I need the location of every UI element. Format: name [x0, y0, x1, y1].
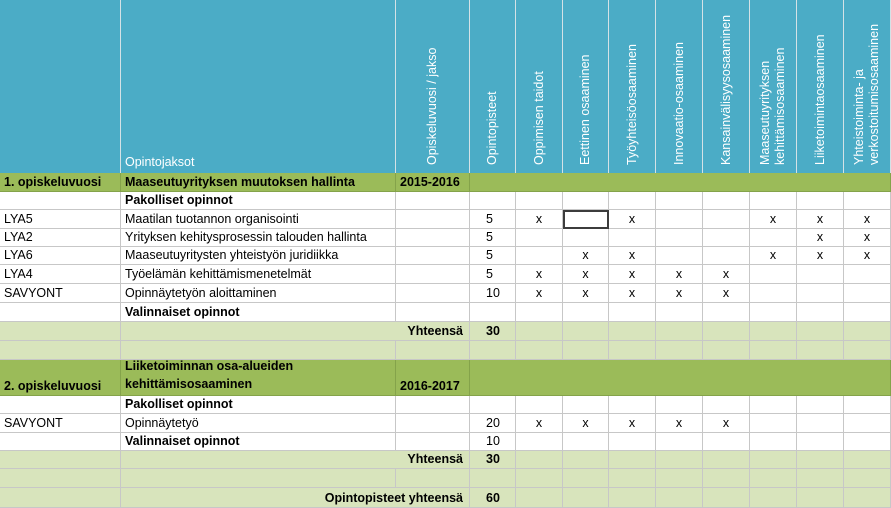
year-label-cell[interactable]: [0, 360, 121, 396]
credits-cell[interactable]: [470, 303, 516, 322]
competency-mark-cell[interactable]: [797, 414, 844, 433]
competency-mark-cell[interactable]: [797, 247, 844, 265]
credits-cell-text: 5: [486, 267, 493, 281]
header-course-column: [121, 0, 396, 173]
year-cell[interactable]: [396, 192, 470, 210]
credits-cell-text: 60: [486, 491, 500, 505]
competency-cell[interactable]: [844, 451, 891, 469]
competency-mark-cell-text: x: [535, 416, 543, 430]
competency-cell[interactable]: [656, 488, 703, 508]
credits-cell[interactable]: [470, 265, 516, 284]
year-cell[interactable]: [396, 303, 470, 322]
competency-mark-cell[interactable]: [844, 396, 891, 414]
table-row: [0, 210, 891, 229]
credits-cell[interactable]: [470, 284, 516, 303]
credits-cell[interactable]: [470, 229, 516, 247]
competency-mark-cell[interactable]: [797, 341, 844, 360]
competency-cell[interactable]: [750, 322, 797, 341]
competency-mark-cell[interactable]: [844, 341, 891, 360]
competency-mark-cell[interactable]: [750, 396, 797, 414]
course-code-cell[interactable]: [0, 303, 121, 322]
competency-mark-cell-text: x: [628, 248, 636, 262]
year-label-cell-text: 2. opiskeluvuosi: [4, 379, 102, 393]
competency-cell[interactable]: [516, 451, 563, 469]
competency-mark-cell[interactable]: [750, 469, 797, 488]
competency-cell[interactable]: [797, 488, 844, 508]
competency-mark-cell-text: x: [582, 248, 589, 262]
competency-mark-cell[interactable]: [563, 396, 609, 414]
year-cell[interactable]: [396, 341, 470, 360]
competency-mark-cell[interactable]: [844, 303, 891, 322]
competency-mark-cell[interactable]: [516, 469, 563, 488]
competency-mark-cell[interactable]: [750, 284, 797, 303]
course-name-cell[interactable]: [121, 229, 396, 247]
empty-cell[interactable]: [0, 488, 121, 508]
competency-mark-cell[interactable]: [844, 414, 891, 433]
course-name-cell-text: Yrityksen kehitysprosessin talouden hallinta: [125, 230, 367, 244]
competency-mark-cell[interactable]: [656, 341, 703, 360]
competency-cell[interactable]: [609, 451, 656, 469]
course-code-cell[interactable]: [0, 396, 121, 414]
competency-mark-cell-text: x: [628, 267, 636, 281]
competency-mark-cell[interactable]: [563, 414, 609, 433]
competency-mark-cell[interactable]: [563, 229, 609, 247]
year-label-cell[interactable]: [0, 173, 121, 192]
header-year-column: [396, 0, 470, 173]
competency-mark-cell[interactable]: [656, 414, 703, 433]
header-credits-column-label: Opintopisteet: [485, 91, 499, 165]
course-code-cell-text: SAVYONT: [4, 416, 63, 430]
competency-mark-cell[interactable]: [703, 192, 750, 210]
course-name-cell-text: Valinnaiset opinnot: [125, 305, 240, 319]
competency-mark-cell[interactable]: [844, 247, 891, 265]
competency-mark-cell[interactable]: [609, 433, 656, 451]
competency-cell[interactable]: [750, 488, 797, 508]
competency-mark-cell-text: x: [535, 286, 543, 300]
competency-mark-cell[interactable]: [609, 414, 656, 433]
competency-mark-cell[interactable]: [516, 414, 563, 433]
year-cell[interactable]: [396, 265, 470, 284]
header-competency-6-label: Liiketoimintaosaaminen: [812, 34, 827, 165]
course-code-cell[interactable]: [0, 414, 121, 433]
green-fill-cell[interactable]: [470, 173, 891, 192]
competency-cell[interactable]: [656, 322, 703, 341]
credits-cell[interactable]: [470, 488, 516, 508]
year-cell[interactable]: [396, 229, 470, 247]
course-name-cell[interactable]: [121, 303, 396, 322]
competency-mark-cell[interactable]: [609, 210, 656, 229]
header-competency-7-label: Yhteistoiminta- ja verkostoitumisosaaminen: [852, 23, 881, 165]
competency-mark-cell[interactable]: [609, 396, 656, 414]
course-name-cell[interactable]: [121, 265, 396, 284]
competency-mark-cell[interactable]: [563, 433, 609, 451]
competency-mark-cell[interactable]: [797, 469, 844, 488]
competency-mark-cell[interactable]: [750, 247, 797, 265]
year-cell[interactable]: [396, 469, 470, 488]
credits-cell-text: 5: [486, 230, 493, 244]
header-competency-4-label: Kansainvälisyysosaaminen: [718, 14, 733, 165]
header-competency-3: [656, 0, 703, 173]
credits-cell[interactable]: [470, 451, 516, 469]
subtotal-label-cell-text: Yhteensä: [407, 452, 463, 466]
table-row: [0, 469, 891, 488]
course-name-cell[interactable]: [121, 210, 396, 229]
module-title-cell-text: Maaseutuyrityksen muutoksen hallinta: [125, 175, 355, 189]
competency-mark-cell[interactable]: [750, 265, 797, 284]
course-name-cell[interactable]: [121, 414, 396, 433]
competency-mark-cell-text: x: [863, 212, 871, 226]
course-name-cell-text: Maaseutuyritysten yhteistyön juridiikka: [125, 248, 339, 262]
competency-mark-cell[interactable]: [563, 284, 609, 303]
competency-mark-cell[interactable]: [656, 396, 703, 414]
subtotal-label-cell-text: Yhteensä: [407, 324, 463, 338]
competency-mark-cell[interactable]: [750, 414, 797, 433]
header-course-column-label: Opintojaksot: [125, 155, 195, 169]
module-title-cell[interactable]: [121, 360, 396, 396]
table-row: [0, 433, 891, 451]
competency-cell[interactable]: [563, 488, 609, 508]
course-code-cell[interactable]: [0, 433, 121, 451]
competency-mark-cell[interactable]: [844, 433, 891, 451]
competency-mark-cell[interactable]: [609, 303, 656, 322]
competency-mark-cell[interactable]: [750, 229, 797, 247]
competency-mark-cell-text: x: [722, 286, 730, 300]
competency-mark-cell[interactable]: [563, 341, 609, 360]
competency-mark-cell[interactable]: [516, 210, 563, 229]
competency-mark-cell[interactable]: [656, 192, 703, 210]
grand-total-label-cell-text: Opintopisteet yhteensä: [324, 491, 463, 505]
header-competency-2: [609, 0, 656, 173]
credits-cell-text: 30: [486, 452, 500, 466]
module-title-cell-text: Liiketoiminnan osa-alueiden kehittämisosaaminen: [125, 360, 294, 391]
table-row: [0, 247, 891, 265]
competency-mark-cell[interactable]: [563, 192, 609, 210]
competency-mark-cell[interactable]: [516, 303, 563, 322]
competency-mark-cell[interactable]: [516, 284, 563, 303]
header-competency-4: [703, 0, 750, 173]
competency-mark-cell[interactable]: [563, 247, 609, 265]
competency-mark-cell[interactable]: [844, 210, 891, 229]
course-code-cell[interactable]: [0, 469, 121, 488]
credits-cell[interactable]: [470, 192, 516, 210]
competency-mark-cell-text: x: [535, 212, 543, 226]
competency-mark-cell[interactable]: [609, 265, 656, 284]
credits-cell[interactable]: [470, 469, 516, 488]
competency-mark-cell-text: x: [582, 286, 589, 300]
competency-mark-cell[interactable]: [750, 341, 797, 360]
course-code-cell-text: SAVYONT: [4, 286, 63, 300]
competency-mark-cell[interactable]: [797, 303, 844, 322]
header-competency-0-label: Oppimisen taidot: [531, 71, 546, 165]
credits-cell[interactable]: [470, 396, 516, 414]
competency-mark-cell[interactable]: [844, 229, 891, 247]
competency-mark-cell[interactable]: [656, 469, 703, 488]
competency-mark-cell[interactable]: [703, 414, 750, 433]
table-row: [0, 265, 891, 284]
competency-mark-cell[interactable]: [703, 469, 750, 488]
year-label-cell-text: 1. opiskeluvuosi: [4, 175, 102, 189]
table-row: [0, 173, 891, 192]
competency-mark-cell-text: x: [628, 286, 636, 300]
course-code-cell-text: LYA4: [4, 267, 33, 281]
competency-cell[interactable]: [516, 322, 563, 341]
competency-mark-cell[interactable]: [563, 265, 609, 284]
course-code-cell[interactable]: [0, 247, 121, 265]
competency-mark-cell[interactable]: [844, 265, 891, 284]
credits-cell[interactable]: [470, 414, 516, 433]
competency-mark-cell[interactable]: [844, 469, 891, 488]
competency-mark-cell[interactable]: [797, 192, 844, 210]
competency-cell[interactable]: [797, 451, 844, 469]
competency-mark-cell[interactable]: [516, 396, 563, 414]
competency-mark-cell[interactable]: [516, 341, 563, 360]
table-row: [0, 451, 891, 469]
table-row: [0, 192, 891, 210]
header-credits-column: [470, 0, 516, 173]
competency-mark-cell-text: x: [628, 416, 636, 430]
empty-cell[interactable]: [0, 451, 121, 469]
subtotal-label-cell[interactable]: [121, 451, 470, 469]
competency-mark-cell[interactable]: [609, 229, 656, 247]
competency-mark-cell[interactable]: [563, 469, 609, 488]
course-name-cell-text: Työelämän kehittämismenetelmät: [125, 267, 312, 281]
competency-cell[interactable]: [563, 322, 609, 341]
year-period-cell[interactable]: [396, 360, 470, 396]
course-name-cell-text: Valinnaiset opinnot: [125, 434, 240, 448]
competency-cell[interactable]: [703, 451, 750, 469]
course-name-cell[interactable]: [121, 341, 396, 360]
green-fill-cell[interactable]: [470, 360, 891, 396]
credits-cell[interactable]: [470, 433, 516, 451]
table-row: [0, 322, 891, 341]
table-row: [0, 303, 891, 322]
credits-cell[interactable]: [470, 210, 516, 229]
competency-mark-cell[interactable]: [750, 192, 797, 210]
competency-mark-cell-text: x: [769, 248, 777, 262]
credits-cell-text: 5: [486, 248, 493, 262]
credits-cell-text: 10: [486, 286, 500, 300]
competency-mark-cell[interactable]: [609, 341, 656, 360]
empty-cell[interactable]: [0, 322, 121, 341]
competency-mark-cell-text: x: [675, 416, 683, 430]
competency-mark-cell[interactable]: [703, 229, 750, 247]
credits-cell[interactable]: [470, 322, 516, 341]
competency-mark-cell[interactable]: [703, 433, 750, 451]
competency-mark-cell-text: x: [582, 416, 589, 430]
competency-mark-cell[interactable]: [797, 433, 844, 451]
header-competency-5-label: Maaseutuyrityksen kehittämisosaaminen: [758, 47, 787, 165]
table-row: [0, 229, 891, 247]
competency-mark-cell-text: x: [816, 248, 824, 262]
competency-cell[interactable]: [703, 488, 750, 508]
year-period-cell-text: 2016-2017: [400, 379, 460, 393]
competency-mark-cell[interactable]: [656, 247, 703, 265]
competency-mark-cell[interactable]: [516, 229, 563, 247]
course-code-cell[interactable]: [0, 192, 121, 210]
competency-mark-cell[interactable]: [703, 284, 750, 303]
table-row: [0, 396, 891, 414]
table-row: [0, 414, 891, 433]
header-competency-3-label: Innovaatio-osaaminen: [671, 42, 686, 165]
competency-mark-cell[interactable]: [656, 303, 703, 322]
competency-cell[interactable]: [609, 488, 656, 508]
credits-cell-text: 5: [486, 212, 493, 226]
competency-cell[interactable]: [703, 322, 750, 341]
course-name-cell[interactable]: [121, 192, 396, 210]
competency-mark-cell[interactable]: [656, 210, 703, 229]
course-code-cell-text: LYA5: [4, 212, 33, 226]
competency-mark-cell-text: x: [722, 416, 730, 430]
year-period-cell[interactable]: [396, 173, 470, 192]
competency-mark-cell[interactable]: [750, 433, 797, 451]
course-code-cell[interactable]: [0, 341, 121, 360]
competency-mark-cell[interactable]: [516, 192, 563, 210]
competency-mark-cell-text: x: [582, 267, 589, 281]
competency-mark-cell[interactable]: [703, 210, 750, 229]
year-cell[interactable]: [396, 396, 470, 414]
competency-mark-cell[interactable]: [797, 265, 844, 284]
course-name-cell-text: Pakolliset opinnot: [125, 397, 233, 411]
module-title-cell[interactable]: [121, 173, 396, 192]
course-code-cell[interactable]: [0, 265, 121, 284]
header-competency-1: [563, 0, 609, 173]
course-code-cell-text: LYA2: [4, 230, 33, 244]
competency-cell[interactable]: [656, 451, 703, 469]
competency-cell[interactable]: [750, 451, 797, 469]
credits-cell[interactable]: [470, 247, 516, 265]
table-row: [0, 360, 891, 396]
competency-mark-cell[interactable]: [656, 265, 703, 284]
competency-mark-cell[interactable]: [703, 247, 750, 265]
course-name-cell[interactable]: [121, 247, 396, 265]
header-competency-1-label: Eettinen osaaminen: [578, 54, 592, 165]
competency-mark-cell[interactable]: [797, 284, 844, 303]
competency-mark-cell-text: x: [675, 267, 683, 281]
header-competency-2-label: Työyhteisöosaaminen: [624, 44, 639, 165]
competency-mark-cell[interactable]: [563, 303, 609, 322]
competency-mark-cell[interactable]: [609, 469, 656, 488]
competency-mark-cell-text: x: [722, 267, 730, 281]
competency-mark-cell[interactable]: [656, 433, 703, 451]
competency-cell[interactable]: [844, 322, 891, 341]
table-row: [0, 341, 891, 360]
competency-mark-cell-text: x: [535, 267, 543, 281]
credits-cell-text: 30: [486, 324, 500, 338]
credits-cell[interactable]: [470, 341, 516, 360]
competency-mark-cell[interactable]: [797, 396, 844, 414]
competency-mark-cell-text: x: [675, 286, 683, 300]
competency-mark-cell[interactable]: [844, 192, 891, 210]
competency-mark-cell[interactable]: [703, 265, 750, 284]
competency-mark-cell[interactable]: [703, 396, 750, 414]
year-cell[interactable]: [396, 414, 470, 433]
course-code-cell[interactable]: [0, 229, 121, 247]
credits-cell-text: 10: [486, 434, 500, 448]
competency-cell[interactable]: [609, 322, 656, 341]
competency-mark-cell-text: x: [863, 248, 871, 262]
competency-cell[interactable]: [844, 488, 891, 508]
competency-mark-cell[interactable]: [656, 284, 703, 303]
competency-mark-cell[interactable]: [750, 303, 797, 322]
subtotal-label-cell[interactable]: [121, 322, 470, 341]
header-competency-7: [844, 0, 891, 173]
competency-mark-cell-text: x: [816, 212, 824, 226]
course-name-cell-text: Pakolliset opinnot: [125, 193, 233, 207]
header-competency-0: [516, 0, 563, 173]
competency-mark-cell[interactable]: [703, 303, 750, 322]
competency-mark-cell-text: x: [769, 212, 777, 226]
competency-mark-cell[interactable]: [609, 284, 656, 303]
competency-mark-cell[interactable]: [703, 341, 750, 360]
grand-total-label-cell[interactable]: [121, 488, 470, 508]
competency-mark-cell[interactable]: [797, 210, 844, 229]
competency-mark-cell[interactable]: [797, 229, 844, 247]
year-cell[interactable]: [396, 284, 470, 303]
competency-mark-cell-text: x: [863, 230, 871, 244]
competency-cell[interactable]: [797, 322, 844, 341]
competency-cell[interactable]: [563, 451, 609, 469]
course-code-cell-text: LYA6: [4, 248, 33, 262]
competency-cell[interactable]: [516, 488, 563, 508]
header-competency-6: [797, 0, 844, 173]
year-cell[interactable]: [396, 433, 470, 451]
header-blank: [0, 0, 121, 173]
competency-mark-cell[interactable]: [609, 192, 656, 210]
competency-mark-cell[interactable]: [516, 433, 563, 451]
header-year-column-label: Opiskeluvuosi / jakso: [425, 47, 439, 165]
course-name-cell[interactable]: [121, 284, 396, 303]
course-name-cell[interactable]: [121, 433, 396, 451]
year-cell[interactable]: [396, 210, 470, 229]
competency-mark-cell-text: x: [816, 230, 824, 244]
course-name-cell[interactable]: [121, 469, 396, 488]
competency-mark-cell[interactable]: [844, 284, 891, 303]
year-period-cell-text: 2015-2016: [400, 175, 460, 189]
course-name-cell-text: Maatilan tuotannon organisointi: [125, 212, 299, 226]
year-cell[interactable]: [396, 247, 470, 265]
header-competency-5: [750, 0, 797, 173]
course-code-cell[interactable]: [0, 210, 121, 229]
course-name-cell-text: Opinnäytetyön aloittaminen: [125, 286, 277, 300]
competency-mark-cell[interactable]: [609, 247, 656, 265]
course-code-cell[interactable]: [0, 284, 121, 303]
competency-mark-cell[interactable]: [563, 210, 609, 229]
course-name-cell-text: Opinnäytetyö: [125, 416, 199, 430]
course-name-cell[interactable]: [121, 396, 396, 414]
credits-cell-text: 20: [486, 416, 500, 430]
competency-mark-cell[interactable]: [750, 210, 797, 229]
table-row: [0, 284, 891, 303]
competency-mark-cell[interactable]: [516, 247, 563, 265]
competency-mark-cell[interactable]: [516, 265, 563, 284]
competency-mark-cell[interactable]: [656, 229, 703, 247]
competency-mark-cell-text: x: [628, 212, 636, 226]
table-row: [0, 488, 891, 508]
